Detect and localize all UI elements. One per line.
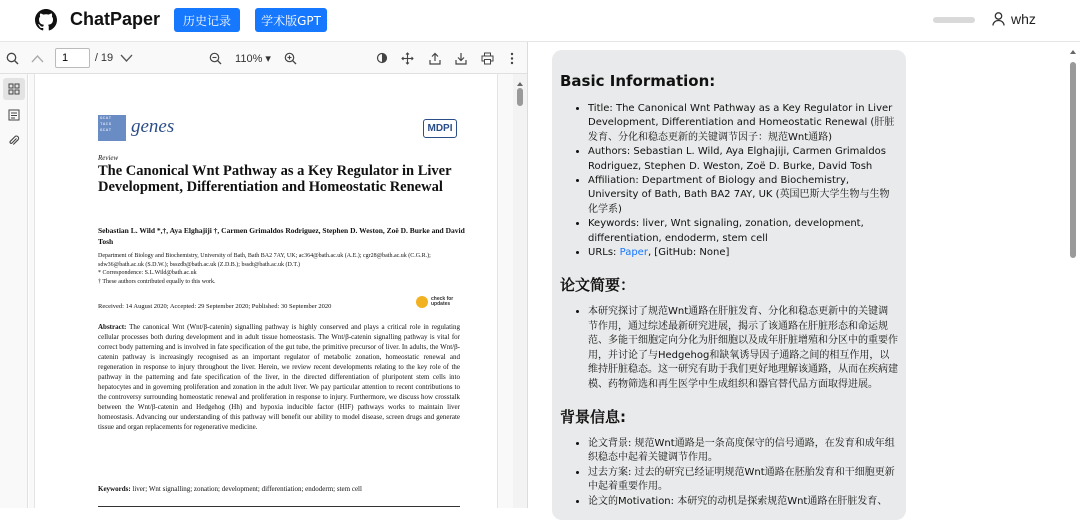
search-icon[interactable] <box>3 42 21 74</box>
paper-abstract <box>98 322 460 432</box>
abstract-summary-item: • 本研究探讨了规范Wnt通路在肝脏发育、分化和稳态更新中的关键调节作用，通过综述最新研究进展，揭示了该通路在肝脏形态和命运规范、多能干细胞定向分化为肝细胞以及成年肝脏增殖和分区中的重要作用，并讨论了与Hedgehog和缺氧诱导因子通路之间的相互作用，以维持肝脏稳态。这一研究有助于我们更好地理解该通路，从而在疾病建模、药物筛选和再生医学中生成组织和器官替代品方面取得进展。 <box>588 305 898 391</box>
panel-divider[interactable] <box>527 42 528 508</box>
urls-suffix: , [GitHub: None] <box>647 247 730 259</box>
background-item: • 论文背景: 规范Wnt通路是一条高度保守的信号通路，在发育和成年组织稳态中起着关键调节作用。 <box>588 437 898 466</box>
check-for-updates-badge[interactable] <box>416 296 457 308</box>
zoom-select[interactable]: 110% ▾ <box>235 52 271 65</box>
previous-page-icon[interactable] <box>28 42 46 74</box>
basic-info-affiliation: • Affiliation: Department of Biology and Biochemistry, University of Bath, Bath BA2 7AY, UK (英国巴斯大学生物与生物化学系) <box>588 174 898 217</box>
background-item: • 过去方案: 过去的研究已经证明规范Wnt通路在胚胎发育和干细胞更新中起着重要作用。 <box>588 466 898 495</box>
attachment-icon[interactable] <box>3 130 25 152</box>
pdf-viewer[interactable] <box>29 74 513 508</box>
move-icon[interactable] <box>398 42 416 74</box>
check-updates-icon <box>416 296 428 308</box>
status-pill <box>933 17 975 23</box>
paper-keywords <box>98 485 460 493</box>
background-heading: 背景信息: <box>560 407 626 426</box>
journal-name: genes <box>131 116 175 137</box>
article-type: Review <box>98 154 119 162</box>
print-icon[interactable] <box>478 42 496 74</box>
outline-icon[interactable] <box>3 104 25 126</box>
theme-toggle-icon[interactable] <box>373 42 391 74</box>
basic-info-list <box>560 102 898 260</box>
user-menu[interactable] <box>992 11 1036 27</box>
page-number-input[interactable] <box>55 48 90 68</box>
abstract-summary-list <box>560 305 898 391</box>
paper-title: The Canonical Wnt Pathway as a Key Regulator in Liver Development, Differentiation and Homeostatic Renewal <box>98 163 452 195</box>
paper-dates: Received: 14 August 2020; Accepted: 29 September 2020; Published: 30 September 2020 <box>98 303 332 310</box>
correspondence-text: * Correspondence: S.L.Wild@bath.ac.uk <box>98 270 197 277</box>
page-scrollbar[interactable] <box>1066 42 1080 508</box>
page-total: / 19 <box>94 52 114 64</box>
basic-info-authors: • Authors: Sebastian L. Wild, Aya Elghajiji, Carmen Grimaldos Rodriguez, Stephen D. Weston, Zoë D. Burke, David Tosh <box>588 145 898 174</box>
paper-authors: Sebastian L. Wild *,†, Aya Elghajiji †, Carmen Grimaldos Rodriguez, Stephen D. Weston, Zoë D. Burke and David Tosh <box>98 226 465 246</box>
zoom-out-icon[interactable] <box>206 42 224 74</box>
check-updates-label: check for updates <box>431 295 454 307</box>
summary-panel <box>552 50 906 520</box>
basic-info-title: • Title: The Canonical Wnt Pathway as a Key Regulator in Liver Development, Differentiation and Homeostatic Renewal (肝脏发育、分化和稳态更新的关键调节因子：规范Wnt通路) <box>588 102 898 145</box>
pdf-scrollbar[interactable] <box>513 74 527 508</box>
urls-prefix: URLs: <box>588 247 620 259</box>
basic-info-keywords: • Keywords: liver, Wnt signaling, zonation, development, differentiation, endoderm, stem cell <box>588 217 898 246</box>
paper-link[interactable]: Paper <box>619 247 648 259</box>
github-icon[interactable] <box>35 9 57 31</box>
zoom-in-icon[interactable] <box>281 42 299 74</box>
keywords-label: Keywords: <box>98 485 131 493</box>
equal-contribution-text: † These authors contributed equally to this work. <box>98 278 216 285</box>
page-scroll-thumb[interactable] <box>1070 62 1076 258</box>
academic-gpt-button[interactable]: 学术版GPT <box>255 8 327 32</box>
user-name: whz <box>1011 11 1036 27</box>
affiliation-text: Department of Biology and Biochemistry, University of Bath, Bath BA2 7AY, UK; ac364@bath.ac.uk (A.E.); cgr28@bath.ac.uk (C.G.R.); sdw36@bath.ac.uk (S.D.W.); bsszdb@bath.ac.uk (Z.D.B.); bssdt@bath.ac.uk (D.T.) <box>98 253 431 268</box>
more-options-icon[interactable] <box>505 42 519 74</box>
abstract-label: Abstract: <box>98 323 127 331</box>
paper-affiliation <box>98 252 468 286</box>
next-page-icon[interactable] <box>117 42 135 74</box>
keywords-text: liver; Wnt signalling; zonation; development; differentiation; endoderm; stem cell <box>132 485 362 493</box>
background-item: • 论文的Motivation: 本研究的动机是探索规范Wnt通路在肝脏发育、 <box>588 495 898 509</box>
download-icon[interactable] <box>452 42 470 74</box>
thumbnails-icon[interactable] <box>3 78 25 100</box>
page-divider <box>98 506 460 507</box>
top-bar <box>0 0 1080 42</box>
user-icon <box>992 12 1005 26</box>
abstract-text: The canonical Wnt (Wnt/β-catenin) signalling pathway is highly conserved and plays a critical role in regulating cellular processes both during development and in adult tissue homeostasis. The Wnt/β-catenin signalling pathway is vital for correct body patterning and is involved in fate specification of the gut tube, the primitive precursor of liver. In adults, the Wnt/β-catenin pathway is increasingly recognised as an important regulator of metabolic zonation, homeostatic renewal and regeneration in response to injury throughout the liver. Herein, we review recent developments relating to the key role of the pathway in the patterning and fate specification of the liver, in the directed differentiation of pluripotent stem cells into hepatocytes and in governing proliferation and zonation in the adult liver. We pay particular attention to recent contributions to the controversy surrounding homeostatic renewal and proliferation in response to injury. Furthermore, we discuss how crosstalk between the Wnt/β-catenin and Hedgehog (Hh) and hypoxia inducible factor (HIF) pathways works to maintain liver homeostasis. Advancing our understanding of this pathway will benefit our ability to model disease, screen drugs and generate tissue and organ replacements for regenerative medicine. <box>98 323 460 431</box>
brand-title[interactable]: ChatPaper <box>70 9 161 29</box>
pdf-page <box>34 74 498 508</box>
pdf-sidebar <box>0 74 28 508</box>
basic-info-heading: Basic Information: <box>560 72 716 90</box>
upload-icon[interactable] <box>426 42 444 74</box>
history-button[interactable]: 历史记录 <box>174 8 240 32</box>
page-scroll-up-icon[interactable] <box>1066 47 1080 57</box>
background-list <box>560 437 898 509</box>
journal-logo: GCAT TACG GCAT <box>98 115 126 141</box>
publisher-logo: MDPI <box>423 119 457 138</box>
basic-info-urls <box>588 246 898 260</box>
pdf-scroll-thumb[interactable] <box>517 88 523 106</box>
abstract-summary-heading: 论文简要： <box>560 276 636 295</box>
